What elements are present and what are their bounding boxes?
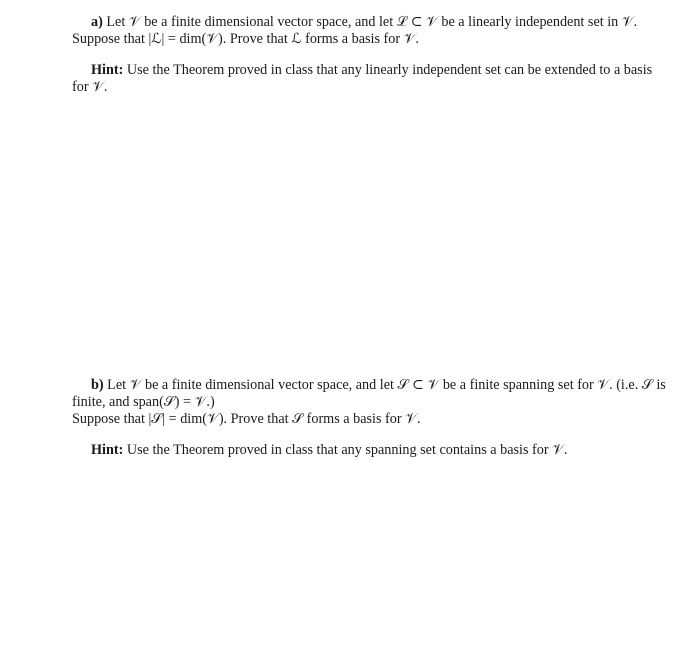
part-b-hint-label: Hint: xyxy=(91,442,124,458)
part-b-line-1 xyxy=(72,377,672,394)
part-b-line-2: finite, and span(𝒮) = 𝒱.) xyxy=(72,394,215,410)
part-a-hint-label: Hint: xyxy=(91,62,124,78)
part-a-hint-line-2: for 𝒱. xyxy=(72,79,108,95)
part-a-label: a) xyxy=(91,14,103,30)
part-b-line-3: Suppose that |𝒮| = dim(𝒱). Prove that 𝒮 forms a basis for 𝒱. xyxy=(72,411,421,427)
part-a-hint-line-1 xyxy=(72,62,672,79)
part-b-statement xyxy=(72,377,672,428)
part-b-hint-line-1 xyxy=(72,442,672,459)
part-a-hint-text-1: Use the Theorem proved in class that any linearly independent set can be extended to a basis xyxy=(126,62,653,78)
part-b-text-1: Let 𝒱 be a finite dimensional vector space, and let 𝒮 ⊂ 𝒱 be a finite spanning set for 𝒱. (i.e. 𝒮 is xyxy=(107,377,666,393)
part-b-hint-text-1: Use the Theorem proved in class that any spanning set contains a basis for 𝒱. xyxy=(126,442,568,458)
part-a-line-2: Suppose that |ℒ| = dim(𝒱). Prove that ℒ forms a basis for 𝒱. xyxy=(72,31,419,47)
part-a-hint xyxy=(72,62,672,96)
part-b-label: b) xyxy=(91,377,104,393)
part-a-statement xyxy=(72,14,672,48)
part-b-hint xyxy=(72,442,672,459)
part-a-text-1: Let 𝒱 be a finite dimensional vector space, and let ℒ ⊂ 𝒱 be a linearly independent set in 𝒱. xyxy=(106,14,638,30)
part-a-line-1 xyxy=(72,14,672,31)
